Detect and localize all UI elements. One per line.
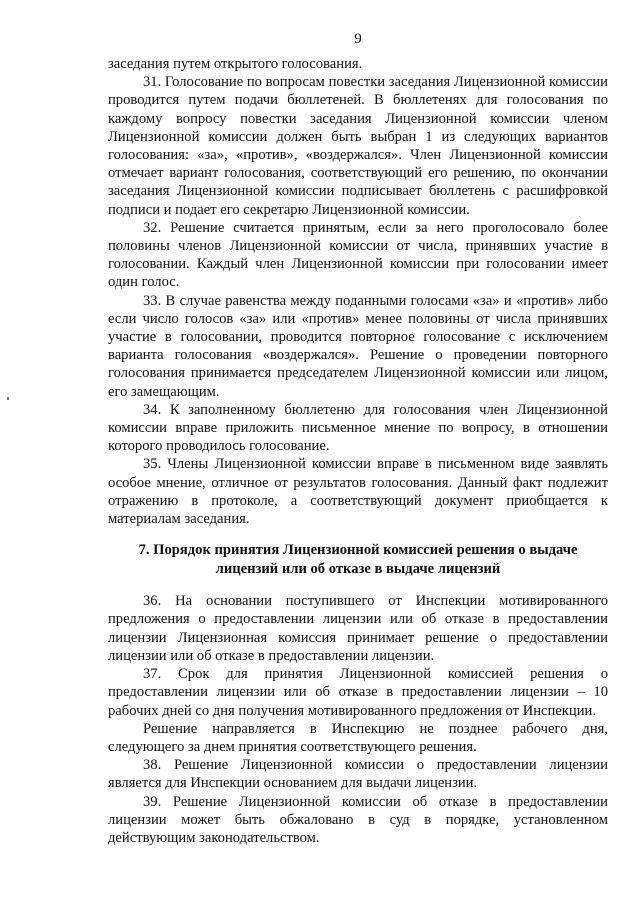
paragraph-35: 35. Члены Лицензионной комиссии вправе в письменном виде заявлять особое мнение, отличное от результатов голосования. Данный факт подлежит отражению в протоколе, а соответствующий документ приобщается к материалам заседания. [108, 456, 608, 528]
paragraph-33: 33. В случае равенства между поданными голосами «за» и «против» либо если число голосов «за» или «против» менее половины от числа принявших участие в голосовании, проводится повторное голосование с исключением варианта голосования «воздержался». Решение о проведении повторного голосования принимается председателем Лицензионной комиссии или лицом, его замещающим. [108, 292, 608, 400]
scan-mark [7, 397, 9, 400]
paragraph-32: 32. Решение считается принятым, если за него проголосовало более половины членов Лицензионной комиссии от числа, принявших участие в голосовании. Каждый член Лицензионной комиссии при голосовании имеет один голос. [108, 219, 608, 291]
paragraph-31: 31. Голосование по вопросам повестки заседания Лицензионной комиссии проводится путем подачи бюллетеней. В бюллетенях для голосования по каждому вопросу повестки заседания Лицензионной комиссии членом Лицензионной комиссии должен быть выбран 1 из следующих вариантов голосования: «за», «против», «воздержался». Член Лицензионной комиссии отмечает вариант голосования, соответствующий его решению, по окончании заседания Лицензионной комиссии подписывает бюллетень с расшифровкой подписи и подает его секретарю Лицензионной комиссии. [108, 74, 608, 218]
paragraph-37-decision: Решение направляется в Инспекцию не позднее рабочего дня, следующего за днем принятия соответствующего решения. [108, 720, 608, 755]
page-number: 9 [354, 31, 362, 47]
paragraph-39: 39. Решение Лицензионной комиссии об отказе в предоставлении лицензии может быть обжаловано в суд в порядке, установленном действующим законодательством. [108, 793, 608, 846]
paragraph-continuation: заседания путем открытого голосования. [108, 56, 363, 72]
paragraph-38: 38. Решение Лицензионной комиссии о предоставлении лицензии является для Инспекции основанием для выдачи лицензии. [108, 757, 608, 792]
document-page [108, 30, 608, 847]
paragraph-36: 36. На основании поступившего от Инспекции мотивированного предложения о предоставлении лицензии или об отказе в предоставлении лицензии Лицензионная комиссия принимает решение о предоставлении лицензии или об отказе в предоставлении лицензии. [108, 593, 608, 664]
paragraph-37: 37. Срок для принятия Лицензионной комиссией решения о предоставлении лицензии или об отказе в предоставлении лицензии – 10 рабочих дней со дня получения мотивированного предложения от Инспекции. [108, 666, 608, 719]
paragraph-34: 34. К заполненному бюллетеню для голосования член Лицензионной комиссии вправе приложить письменное мнение по вопросу, в отношении которого проводилось голосование. [108, 401, 608, 455]
section-heading: 7. Порядок принятия Лицензионной комиссией решения о выдаче лицензий или об отказе в выдаче лицензий [138, 542, 578, 577]
